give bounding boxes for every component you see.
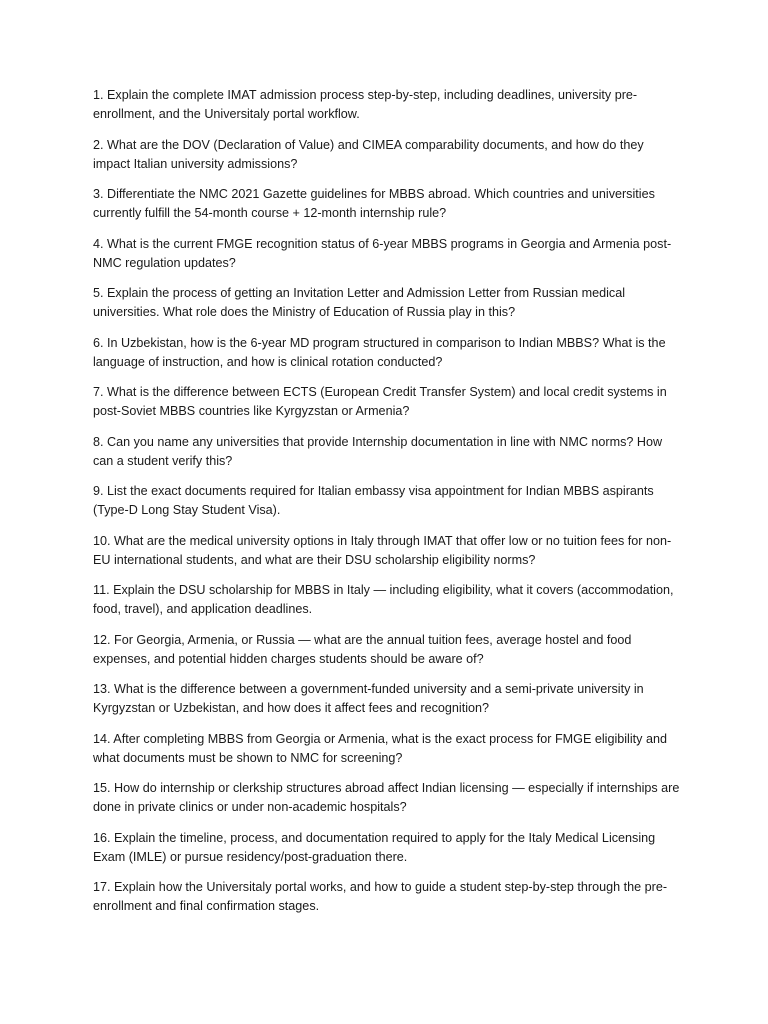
question-16: 16. Explain the timeline, process, and documentation required to apply for the Italy Medical Licensing Exam (IMLE) or pursue residency/post-graduation there. bbox=[93, 830, 656, 864]
question-2: 2. What are the DOV (Declaration of Value) and CIMEA comparability documents, and how do they impact Italian university admissions? bbox=[93, 137, 644, 171]
question-5: 5. Explain the process of getting an Invitation Letter and Admission Letter from Russian medical universities. What role does the Ministry of Education of Russia play in this? bbox=[93, 286, 626, 319]
question-4: 4. What is the current FMGE recognition status of 6-year MBBS programs in Georgia and Armenia post-NMC regulation updates? bbox=[93, 236, 672, 270]
question-15: 15. How do internship or clerkship structures abroad affect Indian licensing — especially if internships are done in private clinics or under non-academic hospitals? bbox=[93, 781, 680, 814]
question-17: 17. Explain how the Universitaly portal works, and how to guide a student step-by-step through the pre-enrollment and final confirmation stages. bbox=[93, 880, 668, 913]
question-13: 13. What is the difference between a government-funded university and a semi-private university in Kyrgyzstan or Uzbekistan, and how does it affect fees and recognition? bbox=[93, 682, 644, 715]
question-8: 8. Can you name any universities that provide Internship documentation in line with NMC norms? How can a student verify this? bbox=[93, 434, 663, 468]
question-list bbox=[93, 86, 683, 928]
question-9: 9. List the exact documents required for Italian embassy visa appointment for Indian MBBS aspirants (Type-D Long Stay Student Visa). bbox=[93, 484, 654, 517]
question-12: 12. For Georgia, Armenia, or Russia — what are the annual tuition fees, average hostel and food expenses, and potential hidden charges students should be aware of? bbox=[93, 632, 632, 666]
question-1: 1. Explain the complete IMAT admission process step-by-step, including deadlines, university pre-enrollment, and the Universitaly portal workflow. bbox=[93, 88, 638, 121]
question-7: 7. What is the difference between ECTS (European Credit Transfer System) and local credit systems in post-Soviet MBBS countries like Kyrgyzstan or Armenia? bbox=[93, 385, 667, 418]
question-6: 6. In Uzbekistan, how is the 6-year MD program structured in comparison to Indian MBBS? What is the language of instruction, and how is clinical rotation conducted? bbox=[93, 335, 666, 369]
question-10: 10. What are the medical university options in Italy through IMAT that offer low or no tuition fees for non-EU international students, and what are their DSU scholarship eligibility norms? bbox=[93, 533, 672, 567]
question-14: 14. After completing MBBS from Georgia or Armenia, what is the exact process for FMGE eligibility and what documents must be shown to NMC for screening? bbox=[93, 731, 667, 765]
question-11: 11. Explain the DSU scholarship for MBBS in Italy — including eligibility, what it covers (accommodation, food, travel), and application deadlines. bbox=[93, 583, 674, 616]
question-3: 3. Differentiate the NMC 2021 Gazette guidelines for MBBS abroad. Which countries and universities currently fulfill the 54-month course + 12-month internship rule? bbox=[93, 187, 655, 220]
